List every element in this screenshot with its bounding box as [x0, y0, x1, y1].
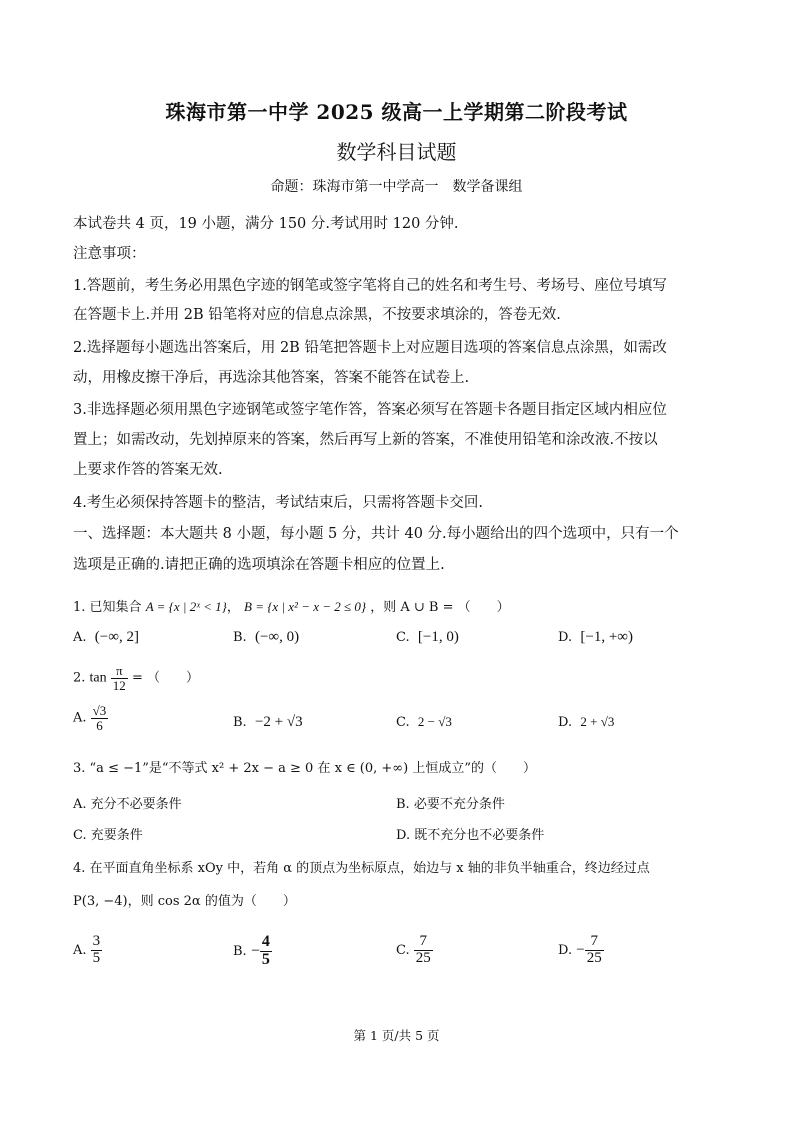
q1-option-c-label: C.	[396, 630, 410, 645]
q2-option-a-num: √3	[92, 703, 107, 718]
q4-option-a-den: 5	[92, 949, 101, 966]
q1-option-a-label: A.	[73, 630, 87, 645]
q2-option-d	[558, 714, 614, 730]
question-3: 3. “a ≤ −1”是“不等式 x² + 2x − a ≥ 0 在 x ∈ (0, +∞) 上恒成立”的（ ）	[73, 761, 536, 776]
q2-option-b	[233, 714, 303, 731]
notice-3a: 3.非选择题必须用黑色字迹钢笔或签字笔作答，答案必须写在答题卡各题目指定区域内相应位	[73, 402, 667, 418]
q1-suffix: ，则 A ∪ B = （ ）	[370, 600, 510, 615]
q2-option-d-value: 2 + √3	[580, 714, 615, 729]
notice-3b: 置上；如需改动，先划掉原来的答案，然后再写上新的答案，不准使用铅笔和涂改液.不按以	[73, 432, 658, 448]
q2-option-a-fraction	[91, 704, 109, 732]
q3-option-c: C. 充要条件	[73, 828, 143, 843]
notice-4: 4.考生必须保持答题卡的整洁，考试结束后，只需将答题卡交回.	[73, 495, 483, 511]
q2-suffix: = （ ）	[131, 670, 199, 686]
q2-numerator: π	[111, 664, 128, 679]
q4-option-b-den: 5	[261, 950, 270, 968]
q2-fraction	[111, 664, 128, 692]
q1-set-a: A = {x | 2ˣ < 1}	[145, 599, 227, 614]
q1-option-b-label: B.	[233, 630, 247, 645]
question-4-line-2: P(3, −4)，则 cos 2α 的值为（ ）	[73, 894, 296, 909]
q2-option-b-label: B.	[233, 715, 247, 730]
q2-prefix: 2.	[73, 670, 86, 686]
q1-option-d-label: D.	[558, 630, 573, 645]
q4-option-b-num: 4	[261, 933, 270, 950]
q4-option-b	[233, 934, 272, 969]
q1-option-d-value: [−1, +∞)	[580, 629, 633, 645]
q4-option-d-sign: −	[576, 941, 585, 958]
q2-option-c	[396, 714, 452, 730]
page-number: 第 1 页/共 5 页	[353, 1028, 440, 1043]
q4-option-d-fraction	[585, 934, 604, 967]
notice-title: 注意事项：	[73, 246, 146, 262]
question-2	[73, 664, 199, 692]
q1-option-a-value: (−∞, 2]	[94, 629, 139, 645]
q4-option-d-label: D.	[558, 942, 573, 958]
q4-option-a-num: 3	[92, 933, 101, 949]
q1-option-b	[233, 629, 299, 646]
q1-option-c	[396, 629, 459, 646]
question-1	[73, 596, 510, 615]
notice-2a: 2.选择题每小题选出答案后，用 2B 铅笔把答题卡上对应题目选项的答案信息点涂黑，如需改	[73, 340, 667, 356]
q2-option-a	[73, 704, 108, 732]
q2-option-c-label: C.	[396, 715, 410, 730]
q1-set-b: B = {x | x² − x − 2 ≤ 0}	[244, 599, 367, 614]
exam-author: 命题：珠海市第一中学高一 数学备课组	[270, 179, 523, 195]
q1-prefix: 1. 已知集合	[73, 600, 142, 615]
exam-title: 珠海市第一中学 2025 级高一上学期第二阶段考试	[165, 100, 628, 124]
exam-subtitle: 数学科目试题	[336, 140, 457, 164]
q4-option-a-fraction	[91, 934, 103, 967]
q4-option-d-num: 7	[585, 934, 604, 951]
section-header-1: 一、选择题：本大题共 8 小题，每小题 5 分，共计 40 分.每小题给出的四个选项中，只有一个	[73, 526, 679, 542]
q3-option-d: D. 既不充分也不必要条件	[396, 828, 545, 843]
q2-option-d-label: D.	[558, 715, 573, 730]
q1-option-c-value: [−1, 0)	[417, 629, 459, 645]
q4-option-d	[558, 934, 604, 967]
q4-option-a	[73, 934, 102, 967]
q2-denominator: 12	[112, 677, 126, 693]
q4-option-c	[396, 934, 433, 967]
notice-3c: 上要求作答的答案无效.	[73, 462, 223, 478]
section-header-2: 选项是正确的.请把正确的选项填涂在答题卡相应的位置上.	[73, 557, 445, 573]
q2-tan: tan	[89, 670, 107, 686]
q2-option-a-den: 6	[96, 717, 103, 733]
q4-option-c-label: C.	[396, 942, 410, 958]
q1-option-b-value: (−∞, 0)	[254, 629, 300, 645]
q2-option-a-label: A.	[73, 710, 87, 726]
notice-2b: 动，用橡皮擦干净后，再选涂其他答案，答案不能答在试卷上.	[73, 370, 470, 386]
question-4-line-1: 4. 在平面直角坐标系 xOy 中，若角 α 的顶点为坐标原点，始边与 x 轴的非负半轴重合，终边经过点	[73, 861, 650, 876]
q1-option-a	[73, 629, 139, 646]
q2-option-c-value: 2 − √3	[417, 714, 452, 729]
q1-comma: ，	[226, 600, 240, 615]
q4-option-b-sign: −	[250, 942, 260, 960]
q4-option-d-den: 25	[586, 949, 602, 966]
q4-option-c-den: 25	[415, 949, 431, 966]
notice-1a: 1.答题前，考生务必用黑色字迹的钢笔或签字笔将自己的姓名和考生号、考场号、座位号填写	[73, 278, 667, 294]
q4-option-a-label: A.	[73, 942, 87, 958]
q1-option-d	[558, 629, 633, 646]
q3-option-a: A. 充分不必要条件	[73, 797, 182, 812]
q2-option-b-value: −2 + √3	[254, 714, 303, 730]
q4-option-b-fraction	[260, 934, 272, 969]
q4-option-c-num: 7	[414, 934, 433, 951]
notice-1b: 在答题卡上.并用 2B 铅笔将对应的信息点涂黑，不按要求填涂的，答卷无效.	[73, 307, 561, 323]
q3-option-b: B. 必要不充分条件	[396, 797, 505, 812]
q4-option-b-label: B.	[233, 943, 247, 959]
exam-info: 本试卷共 4 页，19 小题，满分 150 分.考试用时 120 分钟.	[73, 216, 459, 232]
q4-option-c-fraction	[414, 934, 433, 967]
